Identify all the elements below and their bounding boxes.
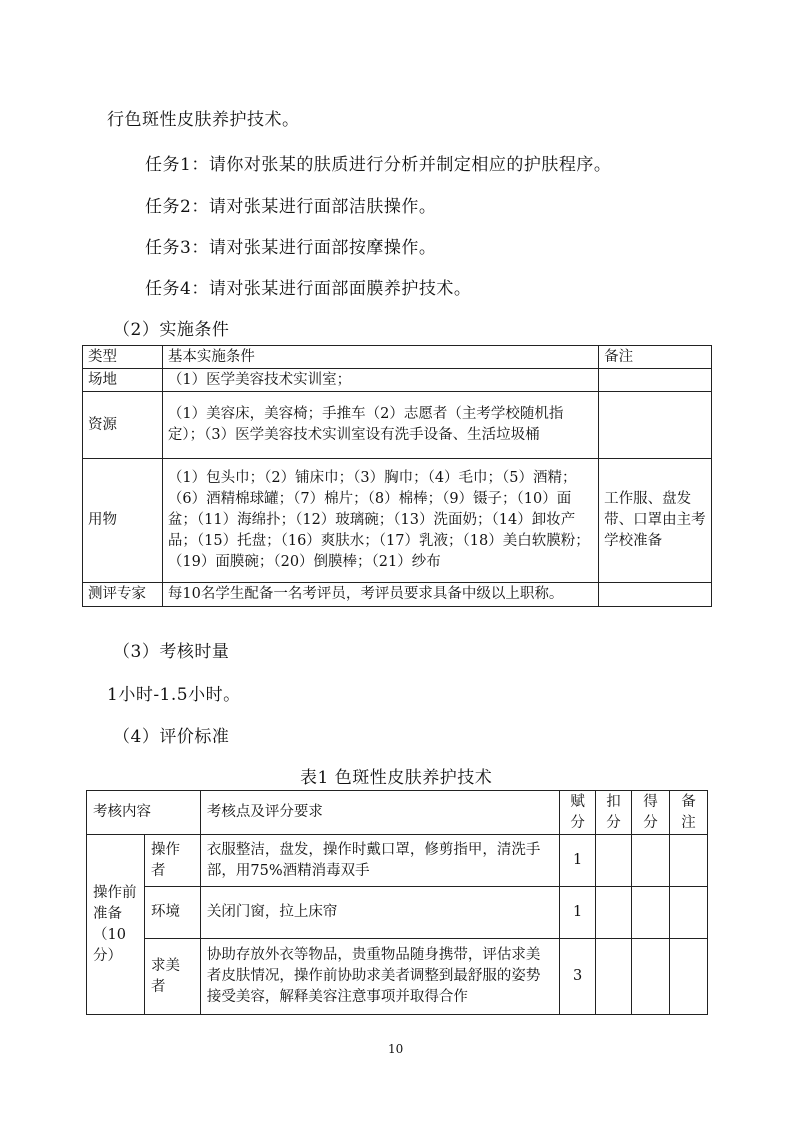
intro-line: 行色斑性皮肤养护技术。	[107, 110, 300, 130]
criteria-score: 1	[560, 835, 596, 887]
section-3-heading: （3）考核时量	[113, 642, 230, 662]
duration-text: 1小时-1.5小时。	[107, 685, 241, 705]
conditions-row-experts	[83, 583, 712, 607]
criteria-deduct	[596, 835, 632, 887]
note-cell	[599, 392, 712, 459]
type-cell: 用物	[83, 459, 163, 583]
criteria-deduct	[596, 939, 632, 1015]
type-cell: 测评专家	[83, 583, 163, 607]
content-cell: （1）包头巾；（2）铺床巾；（3）胸巾；（4）毛巾；（5）酒精；（6）酒精棉球罐；（7）棉片；（8）棉棒；（9）镊子；（10）面盆；（11）海绵扑；（12）玻璃碗；（13）洗面奶；（14）卸妆产品；（15）托盘；（16）爽肤水；（17）乳液；（18）美白软膜粉；（19）面膜碗；（20）倒膜棒；（21）纱布	[162, 459, 598, 583]
note-cell: 工作服、盘发带、口罩由主考学校准备	[599, 459, 712, 583]
page-number: 10	[388, 1042, 404, 1056]
criteria-header-row	[87, 791, 708, 835]
criteria-item: 求美者	[144, 939, 200, 1015]
header-assess-points: 考核点及评分要求	[200, 791, 559, 835]
type-cell: 资源	[83, 392, 163, 459]
task-2: 任务2：请对张某进行面部洁肤操作。	[145, 197, 437, 217]
note-cell	[599, 369, 712, 392]
header-score: 赋分	[560, 791, 596, 835]
criteria-remark	[669, 939, 707, 1015]
note-cell	[599, 583, 712, 607]
criteria-score: 3	[560, 939, 596, 1015]
header-content: 基本实施条件	[162, 346, 598, 369]
criteria-deduct	[596, 887, 632, 939]
criteria-remark	[669, 835, 707, 887]
table-title: 表1 色斑性皮肤养护技术	[300, 768, 493, 788]
section-4-heading: （4）评价标准	[113, 727, 230, 747]
criteria-got	[632, 887, 670, 939]
header-deduct: 扣分	[596, 791, 632, 835]
conditions-row-site	[83, 369, 712, 392]
criteria-requirement: 协助存放外衣等物品，贵重物品随身携带，评估求美者皮肤情况，操作前协助求美者调整到最舒服的姿势接受美容，解释美容注意事项并取得合作	[200, 939, 559, 1015]
content-cell: （1）医学美容技术实训室；	[162, 369, 598, 392]
type-cell: 场地	[83, 369, 163, 392]
section-2-heading: （2）实施条件	[113, 320, 230, 340]
content-cell: （1）美容床，美容椅；手推车（2）志愿者（主考学校随机指定）；（3）医学美容技术实训室设有洗手设备、生活垃圾桶	[162, 392, 598, 459]
conditions-row-supplies	[83, 459, 712, 583]
criteria-row	[87, 887, 708, 939]
task-3: 任务3：请对张某进行面部按摩操作。	[145, 238, 437, 258]
criteria-row	[87, 835, 708, 887]
header-assess-content: 考核内容	[87, 791, 201, 835]
criteria-got	[632, 835, 670, 887]
criteria-requirement: 衣服整洁，盘发，操作时戴口罩，修剪指甲，清洗手部，用75%酒精消毒双手	[200, 835, 559, 887]
criteria-score: 1	[560, 887, 596, 939]
header-remark: 备注	[669, 791, 707, 835]
criteria-row	[87, 939, 708, 1015]
conditions-header-row	[83, 346, 712, 369]
header-note: 备注	[599, 346, 712, 369]
task-1: 任务1：请你对张某的肤质进行分析并制定相应的护肤程序。	[145, 155, 612, 175]
task-4: 任务4：请对张某进行面部面膜养护技术。	[145, 279, 472, 299]
criteria-got	[632, 939, 670, 1015]
criteria-group: 操作前准备（10分）	[87, 835, 145, 1015]
content-cell: 每10名学生配备一名考评员，考评员要求具备中级以上职称。	[162, 583, 598, 607]
criteria-item: 操作者	[144, 835, 200, 887]
criteria-table	[86, 790, 708, 1015]
conditions-table	[82, 345, 712, 607]
conditions-row-resources	[83, 392, 712, 459]
criteria-requirement: 关闭门窗，拉上床帘	[200, 887, 559, 939]
header-got: 得分	[632, 791, 670, 835]
header-type: 类型	[83, 346, 163, 369]
criteria-remark	[669, 887, 707, 939]
criteria-item: 环境	[144, 887, 200, 939]
